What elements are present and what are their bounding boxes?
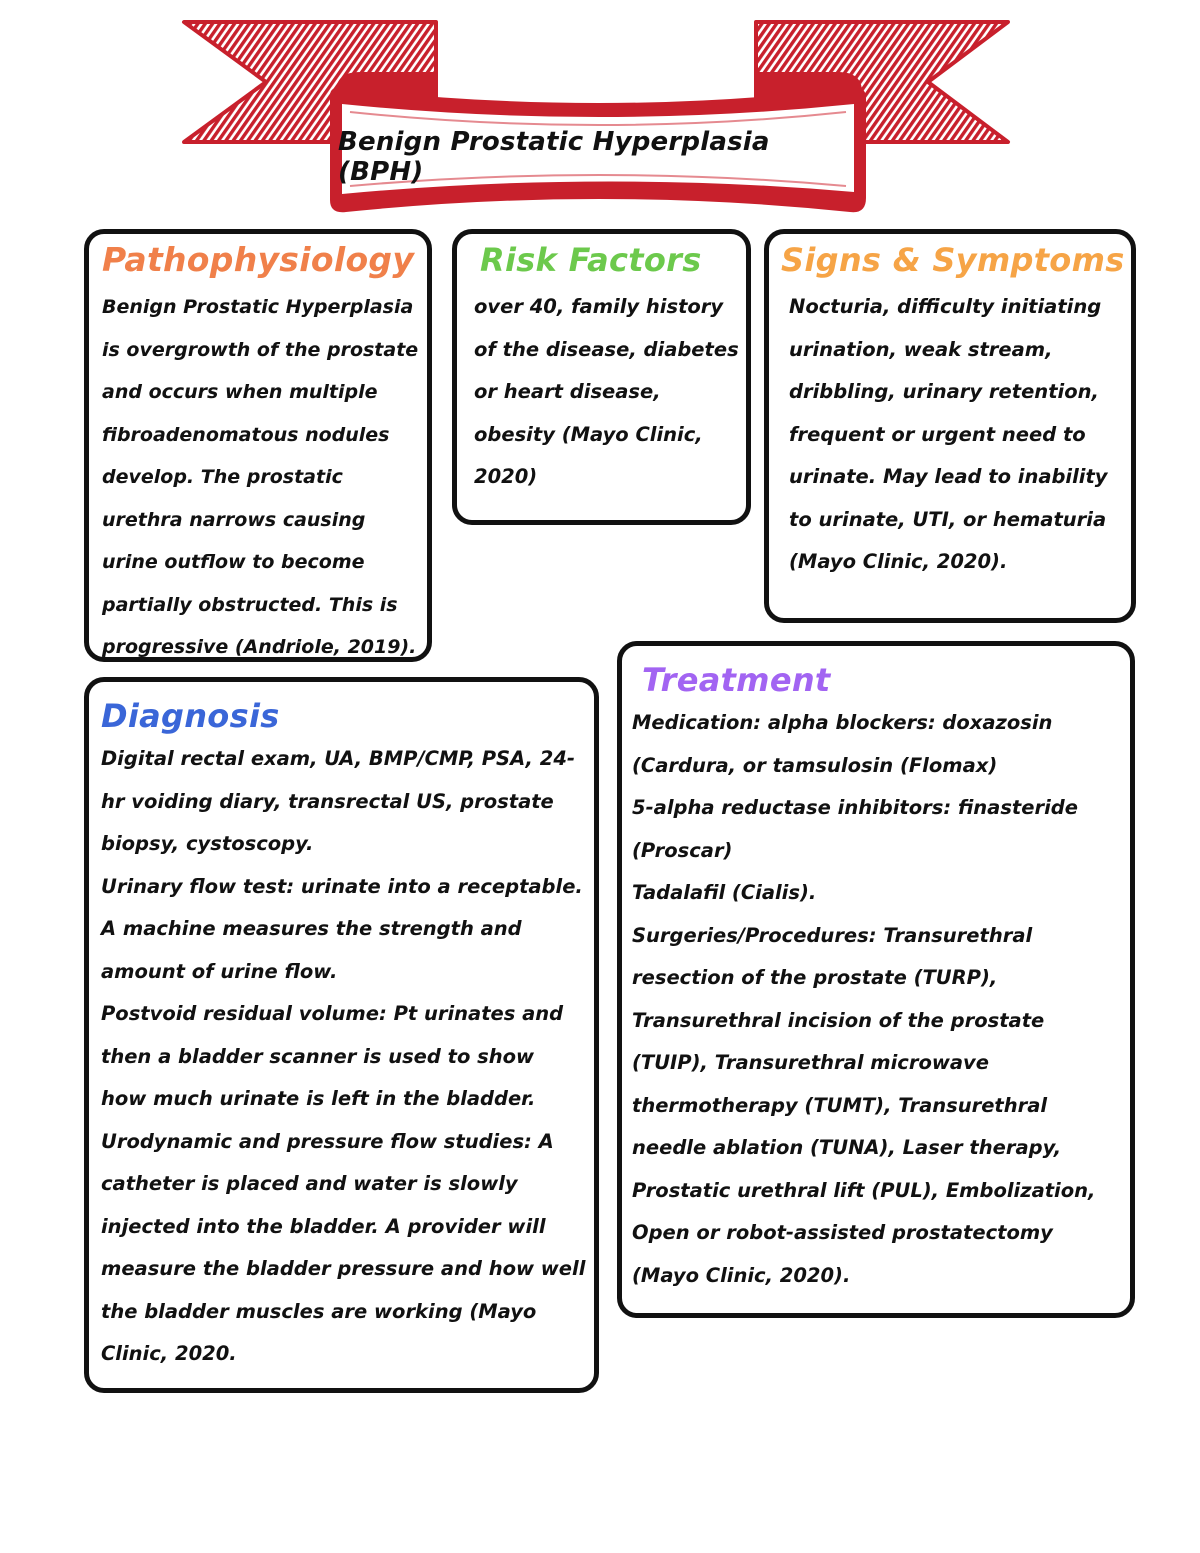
diagnosis-paragraph: Digital rectal exam, UA, BMP/CMP, PSA, 24-hr voiding diary, transrectal US, prostate biopsy, cystoscopy. <box>101 747 575 855</box>
pathophysiology-heading: Pathophysiology <box>102 240 415 279</box>
ribbon-graphic <box>0 0 1200 230</box>
signs-symptoms-text: Nocturia, difficulty initiating urination, weak stream, dribbling, urinary retention, frequent or urgent need to urinate. May lead to inability to urinate, UTI, or hematuria (Mayo Clinic, 2020). <box>789 295 1108 573</box>
risk-factors-text: over 40, family history of the disease, diabetes or heart disease, obesity (Mayo Clinic, 2020) <box>474 295 739 488</box>
risk-factors-heading: Risk Factors <box>480 241 702 279</box>
risk-factors-card <box>452 229 751 525</box>
treatment-card <box>617 641 1135 1318</box>
diagnosis-card <box>84 677 599 1393</box>
diagnosis-heading: Diagnosis <box>101 697 280 735</box>
diagnosis-paragraph: Postvoid residual volume: Pt urinates and then a bladder scanner is used to show how much urinate is left in the bladder. <box>101 1002 564 1110</box>
title-banner <box>0 0 1200 230</box>
diagnosis-paragraph: Urinary flow test: urinate into a receptable. A machine measures the strength and amount of urine flow. <box>101 874 583 983</box>
treatment-paragraph: Medication: alpha blockers: doxazosin (Cardura, or tamsulosin (Flomax) <box>632 711 1053 777</box>
signs-symptoms-card <box>764 229 1136 623</box>
treatment-paragraph: 5-alpha reductase inhibitors: finasteride (Proscar) <box>632 796 1078 862</box>
treatment-paragraph: Surgeries/Procedures: Transurethral resection of the prostate (TURP), Transurethral incision of the prostate (TUIP), Transurethral microwave thermotherapy (TUMT), Transurethral needle ablation (TUNA), Laser therapy, Prostatic urethral lift (PUL), Embolization, Open or robot-assisted prostatectomy (Mayo Clinic, 2020). <box>632 923 1096 1287</box>
signs-symptoms-heading: Signs & Symptoms <box>781 241 1125 279</box>
diagnosis-paragraph: Urodynamic and pressure flow studies: A catheter is placed and water is slowly injected into the bladder. A provider will measure the bladder pressure and how well the bladder muscles are working (Mayo Clinic, 2020. <box>101 1129 586 1365</box>
pathophysiology-text: Benign Prostatic Hyperplasia is overgrowth of the prostate and occurs when multiple fibroadenomatous nodules develop. The prostatic urethra narrows causing urine outflow to become partially obstructed. This is progressive (Andriole, 2019). <box>102 296 419 658</box>
treatment-paragraph: Tadalafil (Cialis). <box>632 881 817 904</box>
page-title: Benign Prostatic Hyperplasia (BPH) <box>338 127 770 187</box>
pathophysiology-card <box>84 229 432 662</box>
treatment-heading: Treatment <box>642 661 831 699</box>
